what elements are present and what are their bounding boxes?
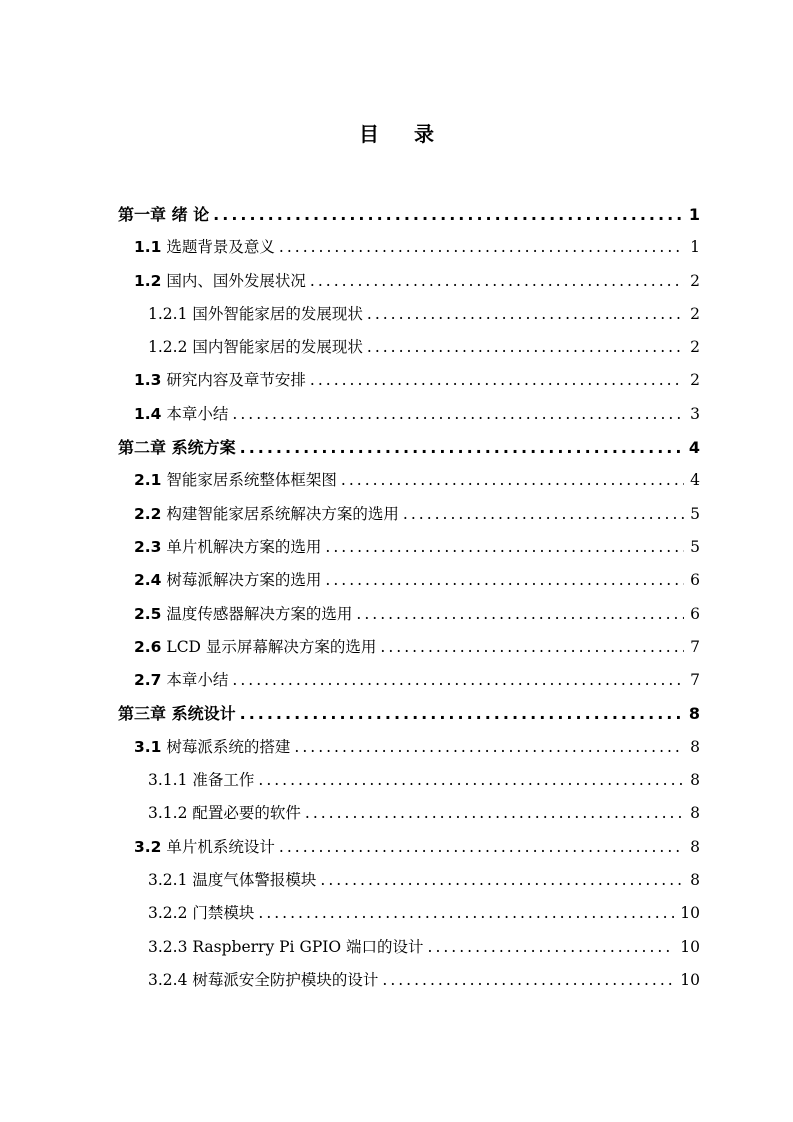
toc-leader-dots	[258, 764, 684, 797]
toc-entry-page: 2	[690, 371, 700, 390]
toc-entry[interactable]	[118, 231, 700, 264]
toc-leader-dots	[310, 364, 684, 397]
toc-leader-dots	[367, 331, 684, 364]
toc-entry[interactable]	[118, 731, 700, 764]
toc-leader-dots	[213, 198, 683, 231]
toc-leader-dots	[382, 964, 674, 997]
toc-entry-page: 4	[690, 471, 700, 490]
toc-leader-dots	[325, 531, 684, 564]
toc-entry-page: 1	[688, 205, 700, 224]
toc-entry-number: 2.6	[134, 637, 162, 656]
toc-entry-page: 2	[690, 304, 700, 323]
toc-entry-number: 1.1	[134, 238, 162, 257]
toc-entry-number: 2.1	[134, 471, 162, 490]
toc-entry[interactable]	[118, 198, 700, 231]
toc-entry[interactable]	[118, 431, 700, 464]
toc-entry-page: 7	[690, 671, 700, 690]
toc-leader-dots	[279, 831, 684, 864]
toc-entry-page: 8	[690, 837, 700, 856]
toc-leader-dots	[294, 731, 684, 764]
toc-entry[interactable]	[118, 964, 700, 997]
toc-entry-label: 智能家居系统整体框架图	[166, 471, 337, 490]
toc-entry-label: 系统设计	[171, 704, 236, 724]
toc-entry-page: 10	[680, 970, 700, 989]
toc-entry-page: 4	[688, 438, 700, 458]
toc-entry-label: 本章小结	[166, 404, 229, 423]
toc-entry[interactable]	[118, 664, 700, 697]
toc-entry-label: 国外智能家居的发展现状	[192, 304, 363, 323]
toc-entry-number: 1.3	[134, 371, 162, 390]
toc-entry-number: 3.1.1	[148, 771, 188, 790]
toc-entry-number: 第二章	[118, 438, 167, 458]
toc-entry-number: 1.2.1	[148, 304, 188, 323]
toc-entry-page: 10	[680, 937, 700, 956]
toc-entry[interactable]	[118, 564, 700, 597]
toc-entry-label: 本章小结	[166, 671, 229, 690]
toc-entry[interactable]	[118, 398, 700, 431]
toc-leader-dots	[341, 464, 684, 497]
toc-leader-dots	[367, 298, 684, 331]
toc-leader-dots	[240, 431, 683, 464]
toc-leader-dots	[356, 598, 684, 631]
toc-entry-number: 2.2	[134, 504, 162, 523]
toc-entry-label: 国内智能家居的发展现状	[192, 338, 363, 357]
toc-entry-number: 2.3	[134, 537, 162, 556]
toc-leader-dots	[279, 231, 684, 264]
toc-entry-number: 1.2.2	[148, 338, 188, 357]
toc-entry-number: 1.4	[134, 404, 162, 423]
toc-entry[interactable]	[118, 931, 700, 964]
toc-leader-dots	[428, 931, 675, 964]
toc-entry[interactable]	[118, 831, 700, 864]
toc-entry-page: 2	[690, 271, 700, 290]
toc-entry-page: 5	[690, 504, 700, 523]
toc-entry-label: 准备工作	[192, 771, 255, 790]
toc-entry-label: 单片机系统设计	[166, 837, 275, 856]
toc-entry[interactable]	[118, 897, 700, 930]
toc-entry-page: 7	[690, 637, 700, 656]
toc-entry-label: Raspberry Pi GPIO 端口的设计	[192, 937, 424, 956]
toc-entry-label: 温度传感器解决方案的选用	[166, 604, 353, 623]
toc-entry[interactable]	[118, 598, 700, 631]
toc-entry-number: 2.5	[134, 604, 162, 623]
toc-entry-page: 8	[690, 804, 700, 823]
toc-entry[interactable]	[118, 631, 700, 664]
toc-leader-dots	[232, 398, 684, 431]
toc-entry[interactable]	[118, 331, 700, 364]
toc-entry-page: 2	[690, 338, 700, 357]
toc-leader-dots	[305, 797, 684, 830]
toc-entry-label: 配置必要的软件	[192, 804, 301, 823]
toc-entry-number: 3.2.2	[148, 904, 188, 923]
toc-entry[interactable]	[118, 498, 700, 531]
toc-entry-label: 温度气体警报模块	[192, 870, 317, 889]
toc-entry[interactable]	[118, 864, 700, 897]
toc-entry-number: 3.2	[134, 837, 162, 856]
toc-entry[interactable]	[118, 265, 700, 298]
toc-leader-dots	[380, 631, 684, 664]
toc-entry-page: 1	[690, 238, 700, 257]
toc-entry-label: 门禁模块	[192, 904, 255, 923]
toc-entry-page: 8	[690, 771, 700, 790]
toc-entry-label: 树莓派解决方案的选用	[166, 571, 322, 590]
toc-entry-label: 系统方案	[171, 438, 236, 458]
toc-entry-number: 1.2	[134, 271, 162, 290]
toc-entry-page: 8	[690, 737, 700, 756]
toc-entry-number: 3.2.1	[148, 870, 188, 889]
toc-entry-page: 8	[690, 870, 700, 889]
toc-entry-number: 3.1.2	[148, 804, 188, 823]
toc-leader-dots	[403, 498, 684, 531]
table-of-contents	[118, 198, 700, 997]
toc-entry[interactable]	[118, 298, 700, 331]
toc-entry-label: LCD 显示屏幕解决方案的选用	[166, 637, 377, 656]
toc-entry[interactable]	[118, 797, 700, 830]
toc-entry-number: 2.7	[134, 671, 162, 690]
toc-leader-dots	[258, 897, 674, 930]
toc-entry[interactable]	[118, 697, 700, 730]
toc-entry[interactable]	[118, 464, 700, 497]
toc-entry[interactable]	[118, 364, 700, 397]
toc-entry-page: 5	[690, 537, 700, 556]
toc-leader-dots	[325, 564, 684, 597]
toc-entry-label: 树莓派安全防护模块的设计	[192, 970, 379, 989]
toc-entry-number: 第三章	[118, 704, 167, 724]
toc-entry-number: 第一章	[118, 205, 167, 224]
toc-entry-page: 3	[690, 404, 700, 423]
toc-title: 目 录	[359, 122, 448, 146]
toc-entry-page: 6	[690, 571, 700, 590]
toc-entry-label: 绪 论	[171, 205, 210, 224]
toc-entry-label: 研究内容及章节安排	[166, 371, 306, 390]
toc-entry-page: 6	[690, 604, 700, 623]
toc-entry-number: 3.2.3	[148, 937, 188, 956]
toc-entry[interactable]	[118, 764, 700, 797]
toc-leader-dots	[320, 864, 684, 897]
toc-leader-dots	[232, 664, 684, 697]
toc-entry-label: 选题背景及意义	[166, 238, 275, 257]
toc-leader-dots	[310, 265, 684, 298]
toc-entry-label: 单片机解决方案的选用	[166, 537, 322, 556]
toc-entry-number: 3.2.4	[148, 970, 188, 989]
toc-entry-page: 8	[688, 704, 700, 724]
toc-entry[interactable]	[118, 531, 700, 564]
toc-entry-number: 3.1	[134, 737, 162, 756]
toc-entry-label: 国内、国外发展状况	[166, 271, 306, 290]
toc-leader-dots	[240, 697, 683, 730]
toc-entry-label: 构建智能家居系统解决方案的选用	[166, 504, 399, 523]
toc-entry-number: 2.4	[134, 571, 162, 590]
toc-entry-label: 树莓派系统的搭建	[166, 737, 291, 756]
toc-entry-page: 10	[680, 904, 700, 923]
